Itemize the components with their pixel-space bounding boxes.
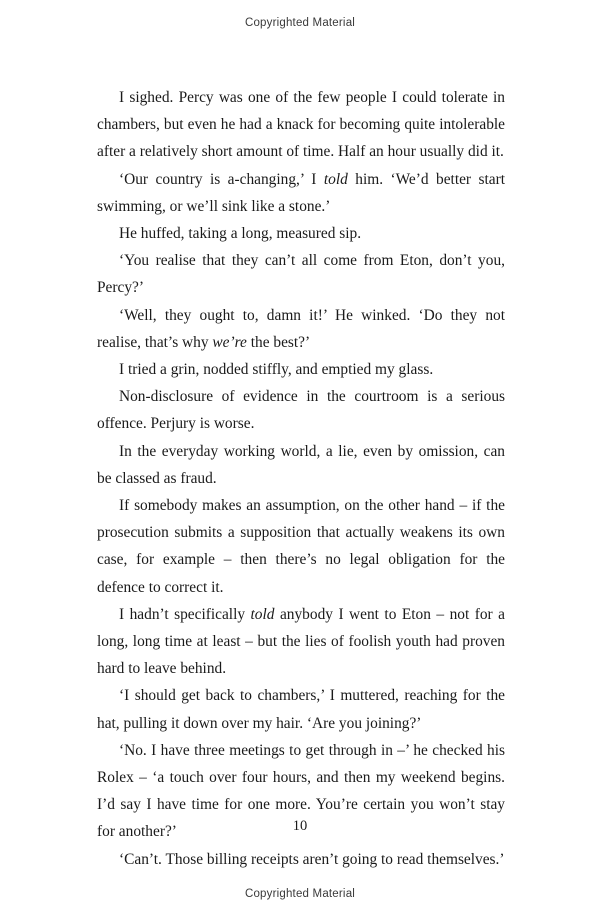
emphasised-word: told [323, 170, 348, 188]
paragraph: ‘Our country is a-changing,’ I told him. ‘We’d better start swimming, or we’ll sink like a stone.’ [97, 170, 505, 215]
paragraph: ‘Can’t. Those billing receipts aren’t going to read themselves.’ [119, 850, 505, 868]
paragraph: ‘I should get back to chambers,’ I muttered, reaching for the hat, pulling it down over my hair. ‘Are you joining?’ [97, 687, 505, 732]
emphasised-word: told [250, 605, 275, 623]
paragraph: I sighed. Percy was one of the few people I could tolerate in chambers, but even he had a knack for becoming quite intolerable after a relatively short amount of time. Half an hour usually did it. [97, 89, 505, 161]
paragraph: ‘No. I have three meetings to get through in –’ he checked his Rolex – ‘a touch over four hours, and then my weekend begins. I’d say I have time for one more. You’re certain you won’t stay for another?’ [97, 741, 505, 841]
paragraph: I hadn’t specifically told anybody I went to Eton – not for a long, long time at least – but the lies of foolish youth had proven hard to leave behind. [97, 605, 505, 678]
paragraph: In the everyday working world, a lie, even by omission, can be classed as fraud. [97, 442, 505, 487]
paragraph: I tried a grin, nodded stiffly, and emptied my glass. [119, 361, 434, 379]
paragraph: If somebody makes an assumption, on the other hand – if the prosecution submits a supposition that actually weakens its own case, for example – then there’s no legal obligation for the defence to correct it. [97, 497, 505, 596]
copyright-watermark-bottom: Copyrighted Material [244, 888, 356, 900]
paragraph: ‘Well, they ought to, damn it!’ He winked. ‘Do they not realise, that’s why we’re the best?’ [97, 306, 505, 351]
body-text [97, 84, 505, 873]
paragraph: He huffed, taking a long, measured sip. [119, 225, 362, 243]
emphasised-word: we’re [212, 333, 247, 351]
paragraph: ‘You realise that they can’t all come from Eton, don’t you, Percy?’ [97, 252, 505, 297]
paragraph: Non-disclosure of evidence in the courtroom is a serious offence. Perjury is worse. [97, 388, 505, 433]
copyright-watermark-top: Copyrighted Material [244, 17, 356, 29]
page-number: 10 [292, 818, 308, 834]
